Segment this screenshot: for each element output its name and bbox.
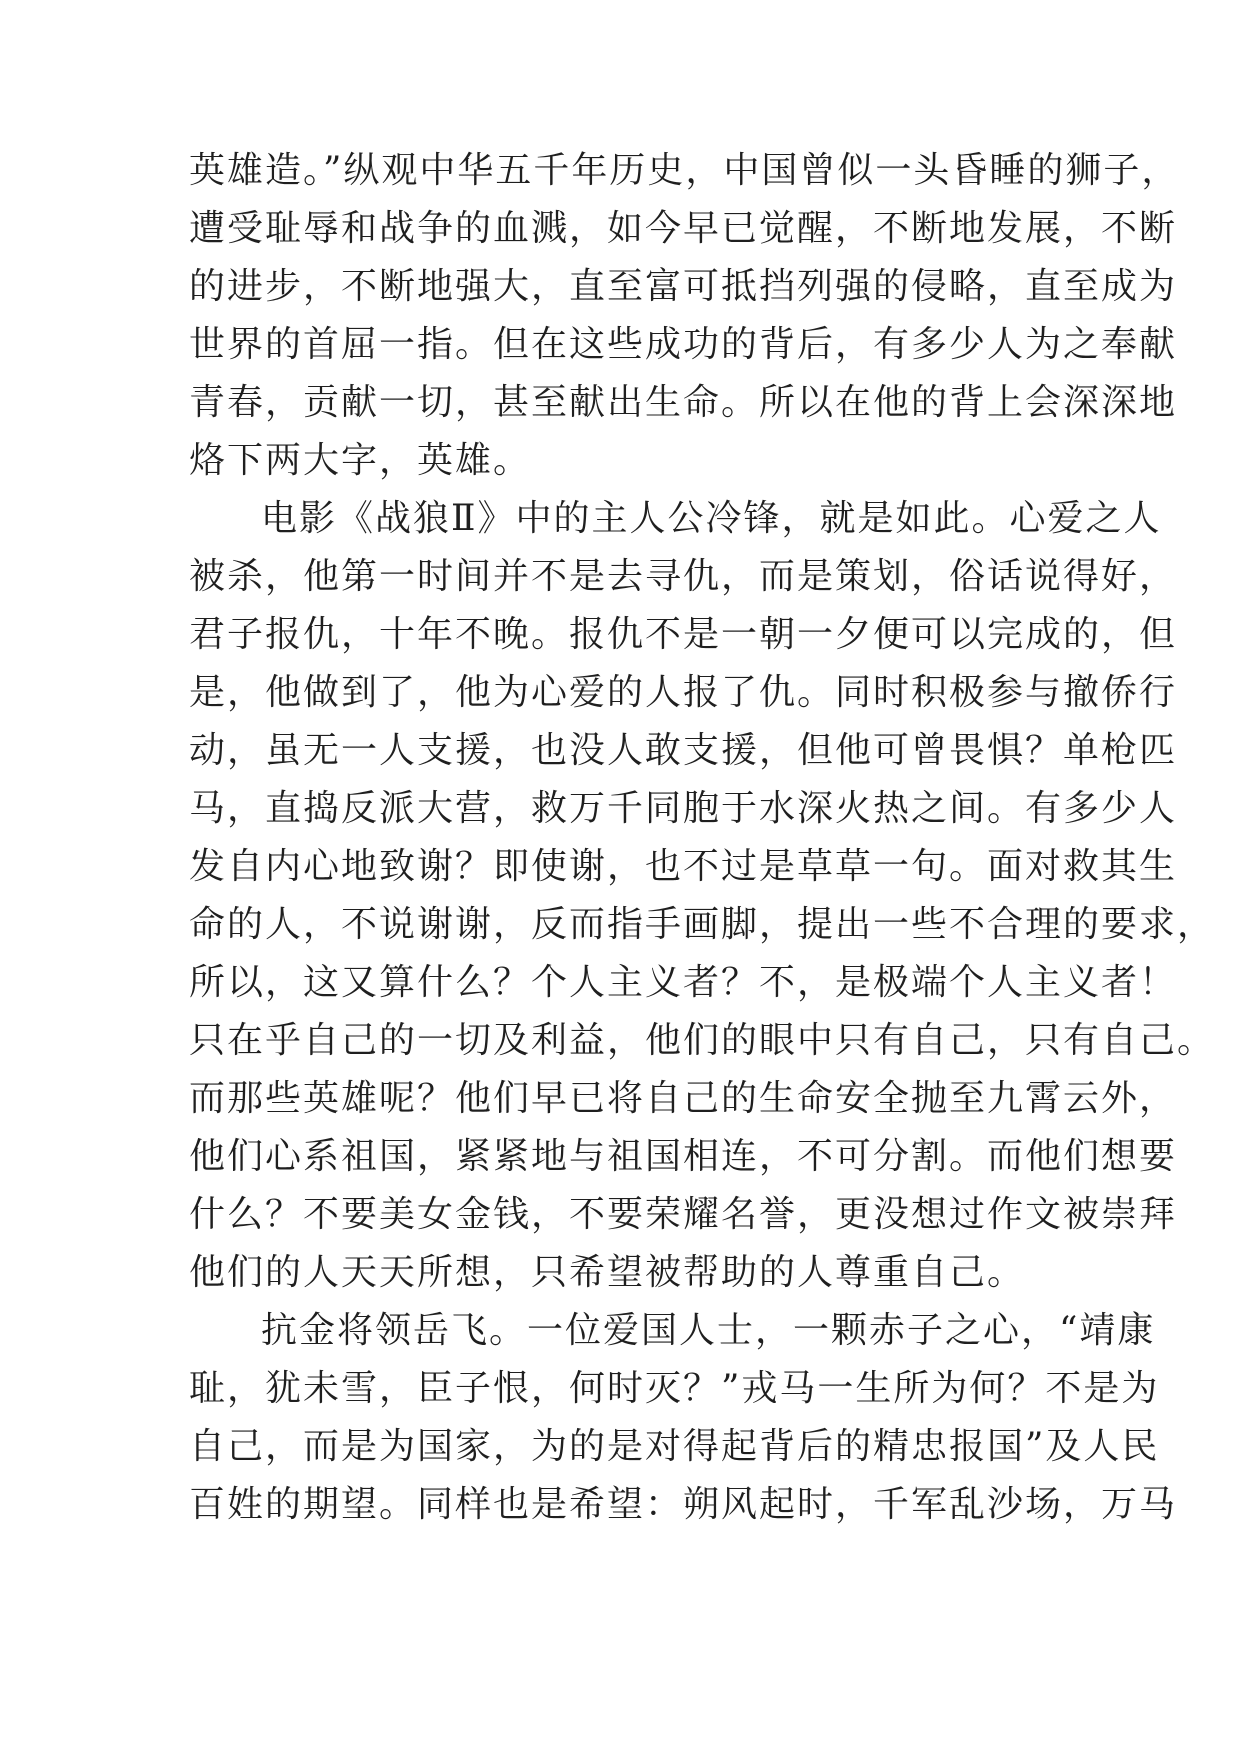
text-line: 他们的人天天所想，只希望被帮助的人尊重自己。 (189, 1252, 1026, 1293)
text-line: 马，直捣反派大营，救万千同胞于水深火热之间。有多少人 (189, 788, 1178, 829)
text-line: 自己，而是为国家，为的是对得起背后的精忠报国”及人民 (189, 1426, 1160, 1467)
paragraph-1 (189, 142, 1180, 490)
essay-body (189, 142, 1216, 1534)
text-line: 什么？不要美女金钱，不要荣耀名誉，更没想过作文被崇拜 (189, 1194, 1178, 1235)
text-line: 所以，这又算什么？个人主义者？不，是极端个人主义者！ (189, 962, 1178, 1003)
text-line: 世界的首屈一指。但在这些成功的背后，有多少人为之奉献 (189, 324, 1178, 365)
text-line: 遭受耻辱和战争的血溅，如今早已觉醒，不断地发展，不断 (189, 208, 1178, 249)
text-line: 他们心系祖国，紧紧地与祖国相连，不可分割。而他们想要 (189, 1136, 1178, 1177)
text-line: 的进步，不断地强大，直至富可抵挡列强的侵略，直至成为 (189, 266, 1178, 307)
text-line: 烙下两大字，英雄。 (189, 440, 532, 481)
paragraph-2 (189, 490, 1216, 1302)
text-line: 英雄造。”纵观中华五千年历史，中国曾似一头昏睡的狮子， (189, 150, 1180, 191)
text-line: 君子报仇，十年不晚。报仇不是一朝一夕便可以完成的，但 (189, 614, 1178, 655)
text-line: 抗金将领岳飞。一位爱国人士，一颗赤子之心，“靖康 (261, 1310, 1156, 1351)
text-line: 电影《战狼Ⅱ》中的主人公冷锋，就是如此。心爱之人 (261, 498, 1162, 539)
text-line: 而那些英雄呢？他们早已将自己的生命安全抛至九霄云外， (189, 1078, 1178, 1119)
text-line: 被杀，他第一时间并不是去寻仇，而是策划，俗话说得好， (189, 556, 1178, 597)
text-line: 耻，犹未雪，臣子恨，何时灭？”戎马一生所为何？不是为 (189, 1368, 1160, 1409)
text-line: 命的人，不说谢谢，反而指手画脚，提出一些不合理的要求， (189, 904, 1216, 945)
text-line: 百姓的期望。同样也是希望：朔风起时，千军乱沙场，万马 (189, 1484, 1178, 1525)
text-line: 青春，贡献一切，甚至献出生命。所以在他的背上会深深地 (189, 382, 1178, 423)
paragraph-3 (189, 1302, 1178, 1534)
text-line: 动，虽无一人支援，也没人敢支援，但他可曾畏惧？单枪匹 (189, 730, 1178, 771)
text-line: 只在乎自己的一切及利益，他们的眼中只有自己，只有自己。 (189, 1020, 1216, 1061)
text-line: 发自内心地致谢？即使谢，也不过是草草一句。面对救其生 (189, 846, 1178, 887)
text-line: 是，他做到了，他为心爱的人报了仇。同时积极参与撤侨行 (189, 672, 1178, 713)
